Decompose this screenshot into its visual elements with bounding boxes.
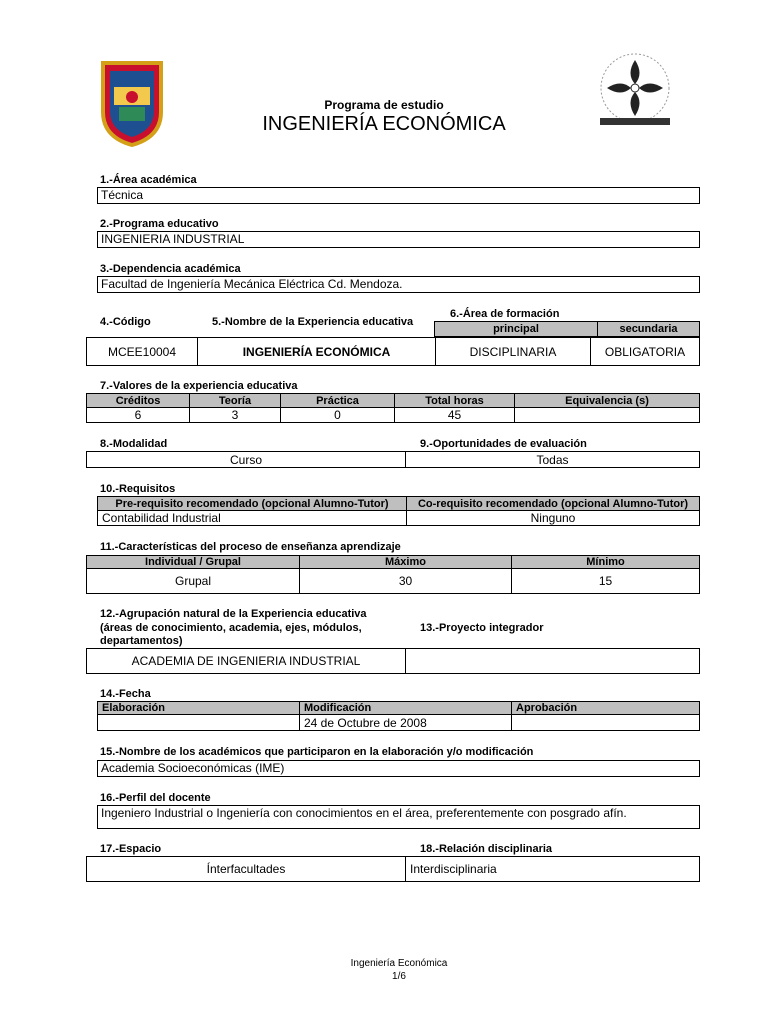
relacion-value: Interdisciplinaria <box>406 857 700 882</box>
elaboracion-value <box>98 715 300 731</box>
area-academica-value: Técnica <box>101 188 144 202</box>
programa-educativo-value: INGENIERIA INDUSTRIAL <box>101 232 245 246</box>
col-principal: principal <box>435 322 598 337</box>
codigo-label: 4.-Código <box>100 316 151 328</box>
total-horas-header: Total horas <box>395 394 515 408</box>
footer-page: 1/6 <box>392 971 406 982</box>
equivalencia-value <box>515 408 700 423</box>
dependencia-field <box>97 276 700 293</box>
aprobacion-header: Aprobación <box>512 702 700 715</box>
dependencia-label: 3.-Dependencia académica <box>100 263 241 275</box>
area-academica-field <box>97 187 700 204</box>
valores-label: 7.-Valores de la experiencia educativa <box>100 380 298 392</box>
programa-educativo-field <box>97 231 700 248</box>
espacio-table <box>86 856 700 882</box>
practica-value: 0 <box>281 408 395 423</box>
prerequisito-header: Pre-requisito recomendado (opcional Alumno-Tutor) <box>98 497 407 511</box>
codigo-nombre-row <box>86 337 700 366</box>
corequisito-header: Co-requisito recomendado (opcional Alumno-Tutor) <box>407 497 700 511</box>
page-subtitle: Programa de estudio <box>324 98 444 112</box>
maximo-header: Máximo <box>300 556 512 569</box>
espacio-label: 17.-Espacio <box>100 843 162 855</box>
perfil-docente-value: Ingeniero Industrial o Ingeniería con conocimientos en el área, preferentemente con posgrado afín. <box>101 806 627 820</box>
dependencia-value: Facultad de Ingeniería Mecánica Eléctrica Cd. Mendoza. <box>101 277 403 291</box>
relacion-label: 18.-Relación disciplinaria <box>420 843 553 855</box>
corequisito-value: Ninguno <box>407 511 700 526</box>
modificacion-value: 24 de Octubre de 2008 <box>300 715 512 731</box>
espacio-value: Ínterfacultades <box>87 857 406 882</box>
caracteristicas-table <box>86 555 700 594</box>
agrupacion-value: ACADEMIA DE INGENIERIA INDUSTRIAL <box>87 649 406 674</box>
agrupacion-label-1: 12.-Agrupación natural de la Experiencia educativa <box>100 608 367 620</box>
individual-grupal-value: Grupal <box>87 569 300 594</box>
academicos-field <box>97 760 700 777</box>
teoria-header: Teoría <box>190 394 281 408</box>
oportunidades-value: Todas <box>406 452 700 468</box>
academicos-label: 15.-Nombre de los académicos que participaron en la elaboración y/o modificación <box>100 746 534 758</box>
footer-title: Ingeniería Económica <box>350 958 448 969</box>
nombre-ee-value: INGENIERÍA ECONÓMICA <box>198 338 436 366</box>
proyecto-integrador-label: 13.-Proyecto integrador <box>420 622 544 634</box>
caracteristicas-label: 11.-Características del proceso de enseñanza aprendizaje <box>100 541 401 553</box>
minimo-header: Mínimo <box>512 556 700 569</box>
requisitos-table <box>97 496 700 526</box>
aprobacion-value <box>512 715 700 731</box>
agrupacion-label-3: departamentos) <box>100 635 183 647</box>
area-formacion-label: 6.-Área de formación <box>450 308 560 320</box>
modalidad-label: 8.-Modalidad <box>100 438 168 450</box>
teoria-value: 3 <box>190 408 281 423</box>
area-formacion-header <box>434 321 700 337</box>
oportunidades-label: 9.-Oportunidades de evaluación <box>420 438 587 450</box>
academicos-value: Academia Socioeconómicas (IME) <box>101 761 285 775</box>
programa-educativo-label: 2.-Programa educativo <box>100 218 219 230</box>
practica-header: Práctica <box>281 394 395 408</box>
area-academica-label: 1.-Área académica <box>100 174 197 186</box>
individual-grupal-header: Individual / Grupal <box>87 556 300 569</box>
creditos-header: Créditos <box>87 394 190 408</box>
page-title: INGENIERÍA ECONÓMICA <box>262 113 506 135</box>
secundaria-value: OBLIGATORIA <box>591 338 700 366</box>
col-secundaria: secundaria <box>598 322 700 337</box>
proyecto-integrador-value <box>406 649 700 674</box>
minimo-value: 15 <box>512 569 700 594</box>
prerequisito-value: Contabilidad Industrial <box>98 511 407 526</box>
perfil-docente-field <box>97 805 700 829</box>
modalidad-table <box>86 451 700 468</box>
total-horas-value: 45 <box>395 408 515 423</box>
maximo-value: 30 <box>300 569 512 594</box>
valores-table <box>86 393 700 423</box>
modificacion-header: Modificación <box>300 702 512 715</box>
fecha-label: 14.-Fecha <box>100 688 151 700</box>
perfil-docente-label: 16.-Perfil del docente <box>100 792 211 804</box>
nombre-ee-label: 5.-Nombre de la Experiencia educativa <box>212 316 414 328</box>
codigo-value: MCEE10004 <box>87 338 198 366</box>
fecha-table <box>97 701 700 731</box>
principal-value: DISCIPLINARIA <box>436 338 591 366</box>
agrupacion-table <box>86 648 700 674</box>
equivalencia-header: Equivalencia (s) <box>515 394 700 408</box>
requisitos-label: 10.-Requisitos <box>100 483 176 495</box>
creditos-value: 6 <box>87 408 190 423</box>
modalidad-value: Curso <box>87 452 406 468</box>
agrupacion-label-2: (áreas de conocimiento, academia, ejes, módulos, <box>100 622 362 634</box>
elaboracion-header: Elaboración <box>98 702 300 715</box>
